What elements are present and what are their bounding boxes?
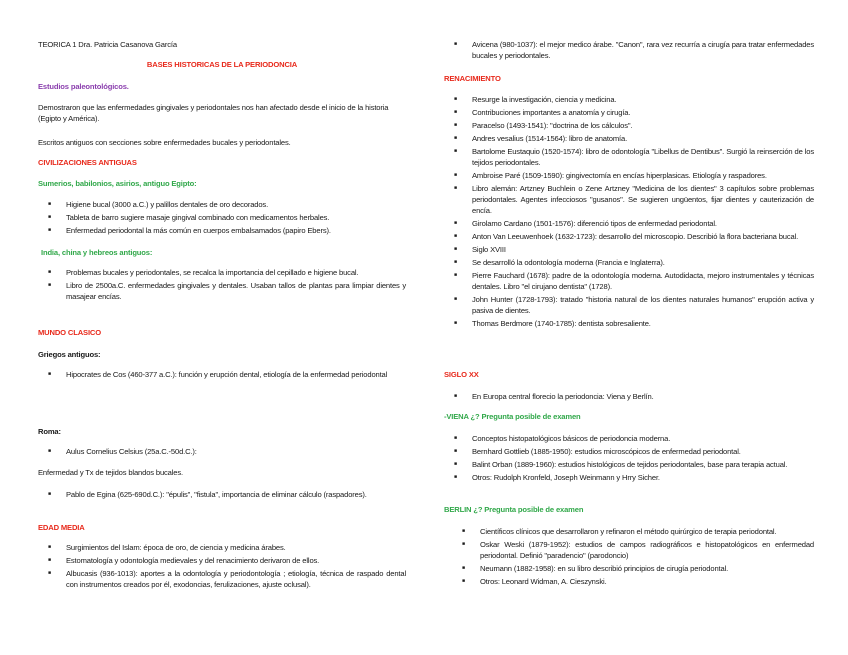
list-siglo-xx [444,391,814,404]
list-egina [38,489,406,502]
list-item: ■ Higiene bucal (3000 a.C.) y palillos dentales de oro decorados. [38,199,406,210]
list-item: ■ Libro de 2500a.C. enfermedades gingivales y dentales. Usaban tallos de plantas para limpiar dientes y masajear encías. [38,280,406,302]
list-item: ■ Enfermedad periodontal la más común en cuerpos embalsamados (papiro Ebers). [38,225,406,236]
list-item: ■ Tableta de barro sugiere masaje gingival combinado con medicamentos herbales. [38,212,406,223]
label-roma: Roma: [38,427,61,436]
list-item: ■ Problemas bucales y periodontales, se recalca la importancia del cepillado e higiene bucal. [38,267,406,278]
list-sumerios [38,199,406,238]
list-item: ■ En Europa central florecio la periodoncia: Viena y Berlín. [444,391,814,402]
heading-mundo-clasico: MUNDO CLASICO [38,328,102,337]
heading-renacimiento: RENACIMIENTO [444,74,501,83]
list-item: ■ Balint Orban (1889-1960): estudios histológicos de tejidos periodontales, base para terapia actual. [444,459,814,470]
heading-siglo-xx: SIGLO XX [444,370,479,379]
paragraph-escritos: Escritos antiguos con secciones sobre enfermedades bucales y periodontales. [38,138,291,147]
heading-paleontologicos: Estudios paleontológicos. [38,82,129,91]
heading-viena: -VIENA ¿? Pregunta posible de examen [444,412,581,421]
list-item: ■ Conceptos histopatológicos básicos de periodoncia moderna. [444,433,814,444]
list-item: ■ Otros: Rudolph Kronfeld, Joseph Weinmann y Hrry Sicher. [444,472,814,483]
list-item: ■ Bartolome Eustaquio (1520-1574): libro de odontología "Libellus de Dentibus". Surgió la reinserción de los tejidos periodontales. [444,146,814,168]
heading-india: India, china y hebreos antiguos: [41,248,153,257]
document-header: TEORICA 1 Dra. Patricia Casanova García [38,40,177,49]
list-item: ■ Siglo XVIII [444,244,814,255]
list-item: ■ Se desarrolló la odontología moderna (Francia e Inglaterra). [444,257,814,268]
list-item: ■ Pierre Fauchard (1678): padre de la odontología moderna. Autodidacta, mejoro instrumentales y técnicas dentales. Libro "el cirujano dentista" (1728). [444,270,814,292]
list-item: ■ Girolamo Cardano (1501-1576): diferenció tipos de enfermedad periodontal. [444,218,814,229]
list-item: ■ Paracelso (1493-1541): "doctrina de los cálculos". [444,120,814,131]
heading-sumerios: Sumerios, babilonios, asirios, antiguo Egipto: [38,179,197,188]
list-item: ■ Anton Van Leeuwenhoek (1632-1723): desarrollo del microscopio. Describió la flora bacteriana bucal. [444,231,814,242]
list-item: ■ Avicena (980-1037): el mejor medico árabe. "Canon", rara vez recurría a cirugía para tratar enfermedades bucales y periodontales. [444,39,814,61]
list-item: ■ Otros: Leonard Widman, A. Cieszynski. [452,576,814,587]
list-viena [444,433,814,485]
list-item: ■ Oskar Weski (1879-1952): estudios de campos radiográficos e histopatológicos en enfermedad periodontal. Definió "paradencio" (parodoncio) [452,539,814,561]
document-title: BASES HISTORICAS DE LA PERIODONCIA [146,60,298,69]
list-item: ■ Científicos clínicos que desarrollaron y refinaron el método quirúrgico de terapia periodontal. [452,526,814,537]
list-berlin [452,526,814,589]
heading-civilizaciones: CIVILIZACIONES ANTIGUAS [38,158,137,167]
heading-berlin: BERLIN ¿? Pregunta posible de examen [444,505,584,514]
list-roma [38,446,406,459]
list-item: ■ Pablo de Egina (625-690d.C.): "épulis", "fistula", importancia de eliminar cálculo (raspadores). [38,489,406,500]
label-griegos: Griegos antiguos: [38,350,101,359]
heading-edad-media: EDAD MEDIA [38,523,85,532]
paragraph-paleontologicos: Demostraron que las enfermedades gingivales y periodontales nos han afectado desde el inicio de la historia (Egipto y América). [38,103,389,123]
list-item: ■ Bernhard Gottlieb (1885-1950): estudios microscópicos de enfermedad periodontal. [444,446,814,457]
list-item: ■ Estomatología y odontología medievales y del renacimiento derivaron de ellos. [38,555,406,566]
list-item: ■ John Hunter (1728-1793): tratado "historia natural de los dientes naturales humanos" erupción activa y pasiva de dientes. [444,294,814,316]
list-item: ■ Ambroise Paré (1509-1590): gingivectomía en encías hiperplasicas. Etiología y raspadores. [444,170,814,181]
list-india [38,267,406,304]
list-avicena [444,39,814,63]
list-edad-media [38,542,406,592]
list-item: ■ Albucasis (936-1013): aportes a la odontología y periodontología ; etiología, técnica de raspado dental con instrumentos creados por él, exodoncias, ferulizaciones, ajuste oclusal). [38,568,406,590]
list-item: ■ Aulus Cornelius Celsius (25a.C.-50d.C.): [38,446,406,457]
list-item: ■ Surgimientos del Islam: época de oro, de ciencia y medicina árabes. [38,542,406,553]
list-griegos [38,369,406,382]
list-item: ■ Neumann (1882-1958): en su libro describió principios de cirugía periodontal. [452,563,814,574]
list-item: ■ Resurge la investigación, ciencia y medicina. [444,94,814,105]
list-renacimiento [444,94,814,331]
list-item: ■ Andres vesalius (1514-1564): libro de anatomía. [444,133,814,144]
list-item: ■ Hipocrates de Cos (460-377 a.C.): función y erupción dental, etiología de la enfermedad periodontal [38,369,406,380]
list-item: ■ Libro alemán: Artzney Buchlein o Zene Artzney "Medicina de los dientes" 3 capítulos sobre problemas periodontales. Agentes infecciosos "gusanos". Se sugieren ungüentos, fijar dientes y cauterización de encía. [444,183,814,216]
list-item: ■ Thomas Berdmore (1740-1785): dentista sobresaliente. [444,318,814,329]
list-item: ■ Contribuciones importantes a anatomía y cirugía. [444,107,814,118]
label-enfermedad-tx: Enfermedad y Tx de tejidos blandos bucales. [38,468,183,477]
